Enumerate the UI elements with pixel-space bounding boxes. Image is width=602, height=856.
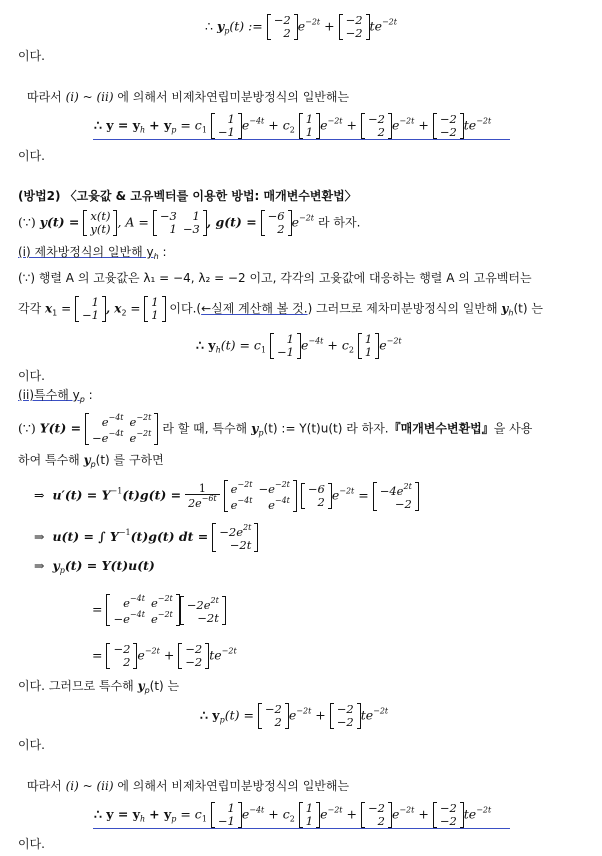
definition-line: (∵) y(t) = x(t) y(t) , A = −3 1 1 −3 , g(t) = −6 2 $e^{-2t}$ 라 하자. bbox=[18, 209, 361, 237]
ida-text-5: 이다. bbox=[18, 837, 45, 851]
Y-matrix: $e^{-4t}$ $e^{-2t}$ $-e^{-4t}$ $e^{-2t}$ bbox=[85, 413, 158, 445]
yp-symbol: y bbox=[216, 18, 225, 34]
general-underline-1 bbox=[93, 139, 510, 140]
general-solution-1: ∴ $y = y_h + y_p = c_1$ 1 −1 $e^{-4t} + c_2$ 1 1 $e^{-2t}$ + −2 2 $e^{-2t}$ + −2 −2 $te^{-2t}$ bbox=[94, 112, 492, 140]
method-2-heading: (방법2) 〈고윳값 & 고유벡터를 이용한 방법: 매개변수변환법〉 bbox=[18, 189, 357, 203]
ida-text-4: 이다. bbox=[18, 738, 45, 752]
homogeneous-solution: ∴ $y_h(t) = c_1$ 1 −1 $e^{-4t} + c_2$ 1 1 $e^{-2t}$ bbox=[196, 332, 402, 360]
therefore-general-intro-2: 따라서 (i) ~ (ii) 에 의해서 비제차연립미분방정식의 일반해는 bbox=[27, 779, 350, 793]
particular-solution-line-top: ∴ $y_p(t)$ := −2 2 $e^{-2t}$ + −2 −2 $te^{-2t}$ bbox=[205, 13, 397, 41]
yp-sub: p bbox=[224, 26, 230, 36]
ida-text: 이다. bbox=[18, 49, 45, 63]
step-ii-heading: (ii)특수해 $y_p$ : bbox=[18, 388, 93, 404]
eigen-line: (∵) 행렬 A 의 고윳값은 λ₁ = −4, λ₂ = −2 이고, 각각의 고윳값에 대응하는 행렬 A 의 고유벡터는 bbox=[18, 271, 532, 285]
uprime-line: ⇒ $u'(t) = Y^{-1}(t)g(t)$ = $\frac{1}{2e^{-6t}}$ $e^{-2t}$ $-e^{-2t}$ $e^{-4t}$ $e^{-4t}$ −6 2 $e^{-2t}$ = $-4e^{2t}$ −2 bbox=[34, 480, 419, 512]
yp-def: (t) := bbox=[229, 18, 263, 34]
general-underline-2 bbox=[93, 828, 510, 829]
therefore-general-intro: 따라서 (i) ~ (ii) 에 의해서 비제차연립미분방정식의 일반해는 bbox=[27, 90, 350, 104]
ida-text-2: 이다. bbox=[18, 149, 45, 163]
matrix-a: −2 2 bbox=[267, 14, 298, 40]
yp-product-line: ⇒ $y_p(t) = Y(t)u(t)$ bbox=[34, 558, 155, 575]
eigen-vectors-line: 각각 $x_1$ = 1 −1 , $x_2$ = 1 1 이다.(←실제 계산해 볼 것.) 그러므로 제차미분방정식의 일반해 $y_h(t)$ 는 bbox=[18, 295, 543, 323]
use-line: 하여 특수해 $y_p(t)$ 를 구하면 bbox=[18, 453, 164, 469]
step-i-heading: (i) 제차방정식의 일반해 $y_h$ : bbox=[18, 245, 167, 261]
yp-matrix-product: = $e^{-4t}$ $e^{-2t}$ $-e^{-4t}$ $e^{-2t}$ $-2e^{2t}$ −2t bbox=[92, 594, 226, 626]
yp-result: = −2 2 $e^{-2t}$ + −2 −2 $te^{-2t}$ bbox=[92, 642, 237, 670]
ida-text-3: 이다. bbox=[18, 369, 45, 383]
Y-definition-line: (∵) Y(t) = $e^{-4t}$ $e^{-2t}$ $-e^{-4t}$ $e^{-2t}$ 라 할 때, 특수해 $y_p(t)$ := Y(t)u(t) 라 하자.『매개변수변환법』을 사용 bbox=[18, 413, 533, 446]
exp-e: e bbox=[297, 18, 306, 34]
general-solution-2: ∴ $y = y_h + y_p = c_1$ 1 −1 $e^{-4t} + c_2$ 1 1 $e^{-2t}$ + −2 2 $e^{-2t}$ + −2 −2 $te^{-2t}$ bbox=[94, 801, 492, 829]
u-integral-line: ⇒ u(t) = ∫ $Y^{-1}(t)g(t)$ dt = $-2e^{2t}$ −2t bbox=[34, 523, 258, 552]
matrix-b: −2 −2 bbox=[339, 14, 370, 40]
therefore-symbol: ∴ bbox=[205, 18, 213, 34]
thus-line: 이다. 그러므로 특수해 $y_p(t)$ 는 bbox=[18, 679, 180, 695]
particular-solution-final: ∴ $y_p(t)$ = −2 2 $e^{-2t}$ + −2 −2 $te^{-2t}$ bbox=[200, 702, 389, 730]
